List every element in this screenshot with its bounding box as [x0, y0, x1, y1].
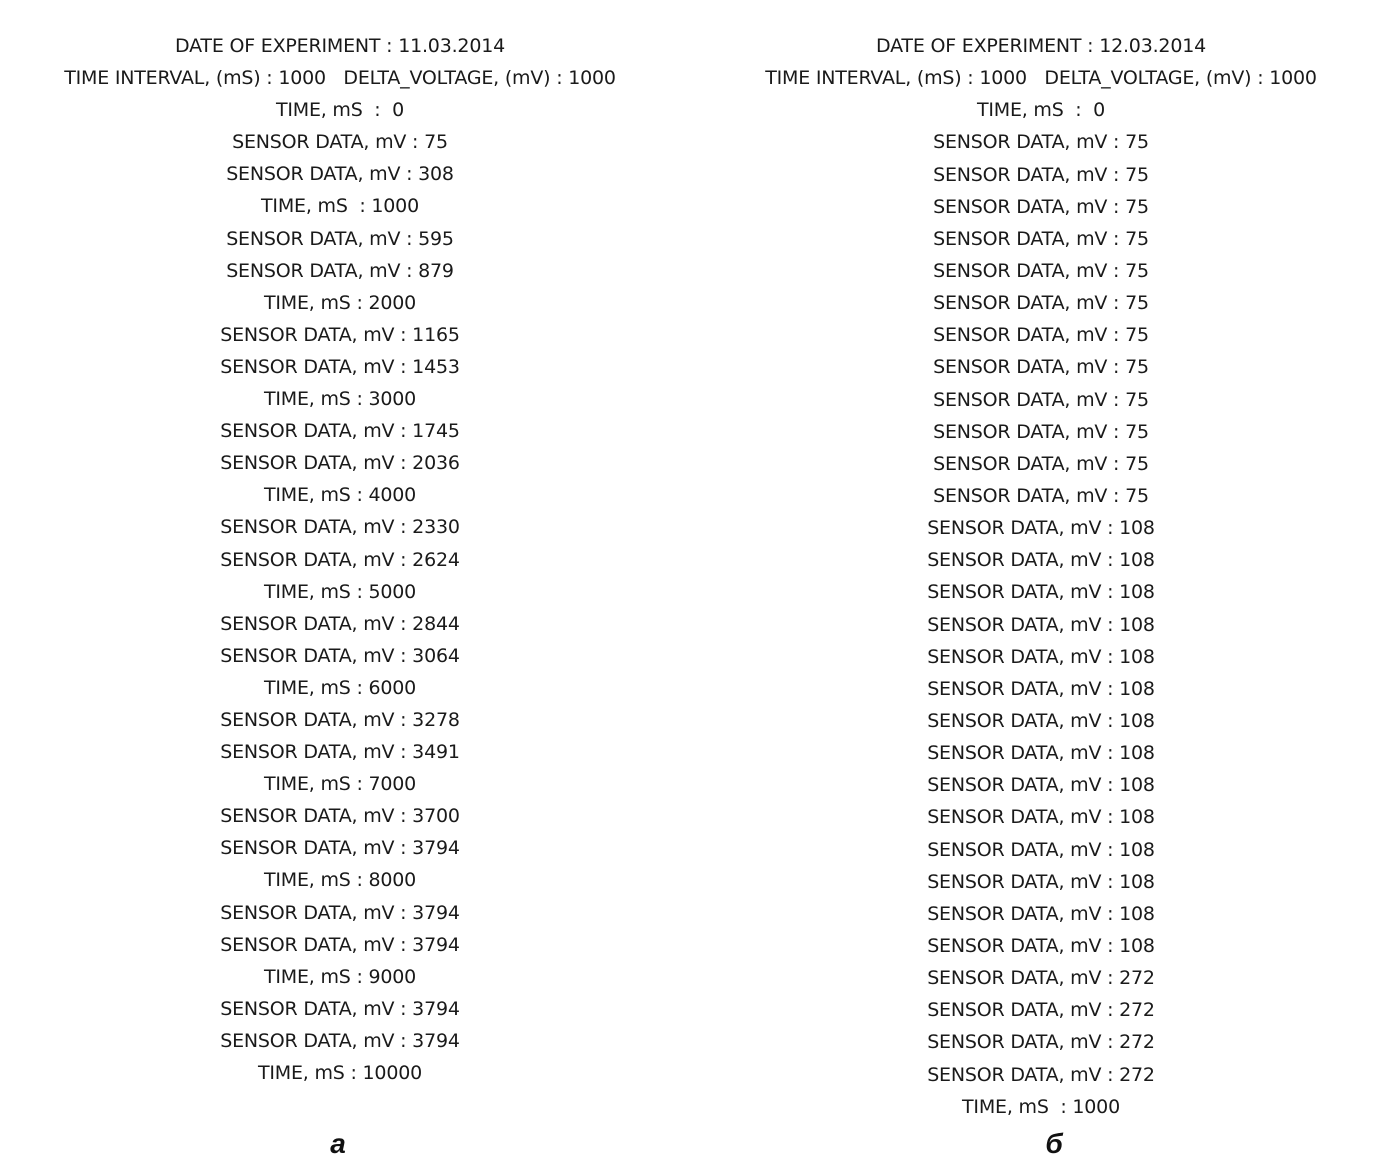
experiment-date: DATE OF EXPERIMENT : 11.03.2014 — [175, 35, 505, 57]
sensor-data-line: SENSOR DATA, mV : 75 — [232, 131, 448, 154]
sensor-data-line: SENSOR DATA, mV : 2624 — [220, 548, 460, 571]
experiment-parameters: TIME INTERVAL, (mS) : 1000 DELTA_VOLTAGE, (mV) : 1000 — [765, 67, 1317, 90]
sensor-data-line: SENSOR DATA, mV : 3794 — [220, 901, 460, 924]
sensor-data-line: SENSOR DATA, mV : 1745 — [220, 420, 460, 443]
sensor-data-line: SENSOR DATA, mV : 108 — [927, 742, 1155, 765]
sensor-data-line: SENSOR DATA, mV : 595 — [226, 227, 454, 250]
caption-b: б — [1045, 1128, 1063, 1159]
sensor-data-line: SENSOR DATA, mV : 272 — [927, 1063, 1155, 1086]
sensor-data-line: SENSOR DATA, mV : 75 — [933, 163, 1149, 186]
sensor-data-line: SENSOR DATA, mV : 1453 — [220, 355, 460, 378]
time-stamp-line: TIME, mS : 0 — [275, 99, 405, 122]
sensor-data-line: SENSOR DATA, mV : 3278 — [220, 708, 460, 731]
sensor-data-line: SENSOR DATA, mV : 108 — [927, 870, 1155, 893]
sensor-data-line: SENSOR DATA, mV : 108 — [927, 838, 1155, 861]
time-stamp-line: TIME, mS : 9000 — [263, 965, 417, 988]
sensor-data-line: SENSOR DATA, mV : 75 — [933, 195, 1149, 218]
sensor-data-line: SENSOR DATA, mV : 3794 — [220, 997, 460, 1020]
sensor-data-line: SENSOR DATA, mV : 2330 — [220, 516, 460, 539]
sensor-data-line: SENSOR DATA, mV : 75 — [933, 420, 1149, 443]
time-stamp-line: TIME, mS : 10000 — [258, 1062, 422, 1084]
time-stamp-line: TIME, mS : 3000 — [263, 388, 417, 411]
sensor-data-line: SENSOR DATA, mV : 3794 — [220, 933, 460, 956]
sensor-data-line: SENSOR DATA, mV : 75 — [933, 452, 1149, 475]
sensor-data-line: SENSOR DATA, mV : 108 — [927, 934, 1155, 957]
sensor-data-line: SENSOR DATA, mV : 75 — [933, 324, 1149, 347]
sensor-data-line: SENSOR DATA, mV : 108 — [927, 581, 1155, 604]
caption-a: а — [330, 1128, 346, 1159]
sensor-data-line: SENSOR DATA, mV : 108 — [927, 806, 1155, 829]
sensor-data-line: SENSOR DATA, mV : 2036 — [220, 452, 460, 475]
time-stamp-line: TIME, mS : 8000 — [263, 869, 417, 892]
sensor-data-line: SENSOR DATA, mV : 272 — [927, 999, 1155, 1022]
sensor-data-line: SENSOR DATA, mV : 308 — [226, 163, 454, 186]
sensor-data-line: SENSOR DATA, mV : 108 — [927, 677, 1155, 700]
experiment-log-b — [708, 30, 1374, 1123]
sensor-data-line: SENSOR DATA, mV : 75 — [933, 484, 1149, 507]
sensor-data-line: SENSOR DATA, mV : 272 — [927, 1031, 1155, 1054]
time-stamp-line: TIME, mS : 2000 — [263, 291, 417, 314]
time-stamp-line: TIME, mS : 1000 — [261, 195, 419, 218]
sensor-data-line: SENSOR DATA, mV : 108 — [927, 613, 1155, 636]
sensor-data-line: SENSOR DATA, mV : 3700 — [220, 805, 460, 828]
experiment-date: DATE OF EXPERIMENT : 12.03.2014 — [876, 35, 1206, 57]
sensor-data-line: SENSOR DATA, mV : 75 — [933, 259, 1149, 282]
time-stamp-line: TIME, mS : 5000 — [263, 580, 417, 603]
experiment-log-a — [10, 30, 670, 1089]
sensor-data-line: SENSOR DATA, mV : 108 — [927, 549, 1155, 572]
sensor-data-line: SENSOR DATA, mV : 108 — [927, 645, 1155, 668]
sensor-data-line: SENSOR DATA, mV : 3491 — [220, 741, 460, 764]
sensor-data-line: SENSOR DATA, mV : 75 — [933, 131, 1149, 154]
sensor-data-line: SENSOR DATA, mV : 75 — [933, 227, 1149, 250]
sensor-data-line: SENSOR DATA, mV : 272 — [927, 967, 1155, 990]
sensor-data-line: SENSOR DATA, mV : 108 — [927, 774, 1155, 797]
time-stamp-line: TIME, mS : 4000 — [263, 484, 417, 507]
time-stamp-line: TIME, mS : 1000 — [962, 1095, 1120, 1118]
sensor-data-line: SENSOR DATA, mV : 75 — [933, 292, 1149, 315]
sensor-data-line: SENSOR DATA, mV : 75 — [933, 388, 1149, 411]
time-stamp-line: TIME, mS : 7000 — [263, 773, 417, 796]
sensor-data-line: SENSOR DATA, mV : 108 — [927, 902, 1155, 925]
sensor-data-line: SENSOR DATA, mV : 3794 — [220, 837, 460, 860]
sensor-data-line: SENSOR DATA, mV : 879 — [226, 259, 454, 282]
sensor-data-line: SENSOR DATA, mV : 3794 — [220, 1029, 460, 1052]
experiment-parameters: TIME INTERVAL, (mS) : 1000 DELTA_VOLTAGE, (mV) : 1000 — [64, 67, 616, 90]
sensor-data-line: SENSOR DATA, mV : 1165 — [220, 323, 460, 346]
time-stamp-line: TIME, mS : 6000 — [263, 676, 417, 699]
time-stamp-line: TIME, mS : 0 — [976, 99, 1106, 122]
sensor-data-line: SENSOR DATA, mV : 108 — [927, 517, 1155, 540]
sensor-data-line: SENSOR DATA, mV : 108 — [927, 709, 1155, 732]
sensor-data-line: SENSOR DATA, mV : 3064 — [220, 644, 460, 667]
sensor-data-line: SENSOR DATA, mV : 2844 — [220, 612, 460, 635]
sensor-data-line: SENSOR DATA, mV : 75 — [933, 356, 1149, 379]
